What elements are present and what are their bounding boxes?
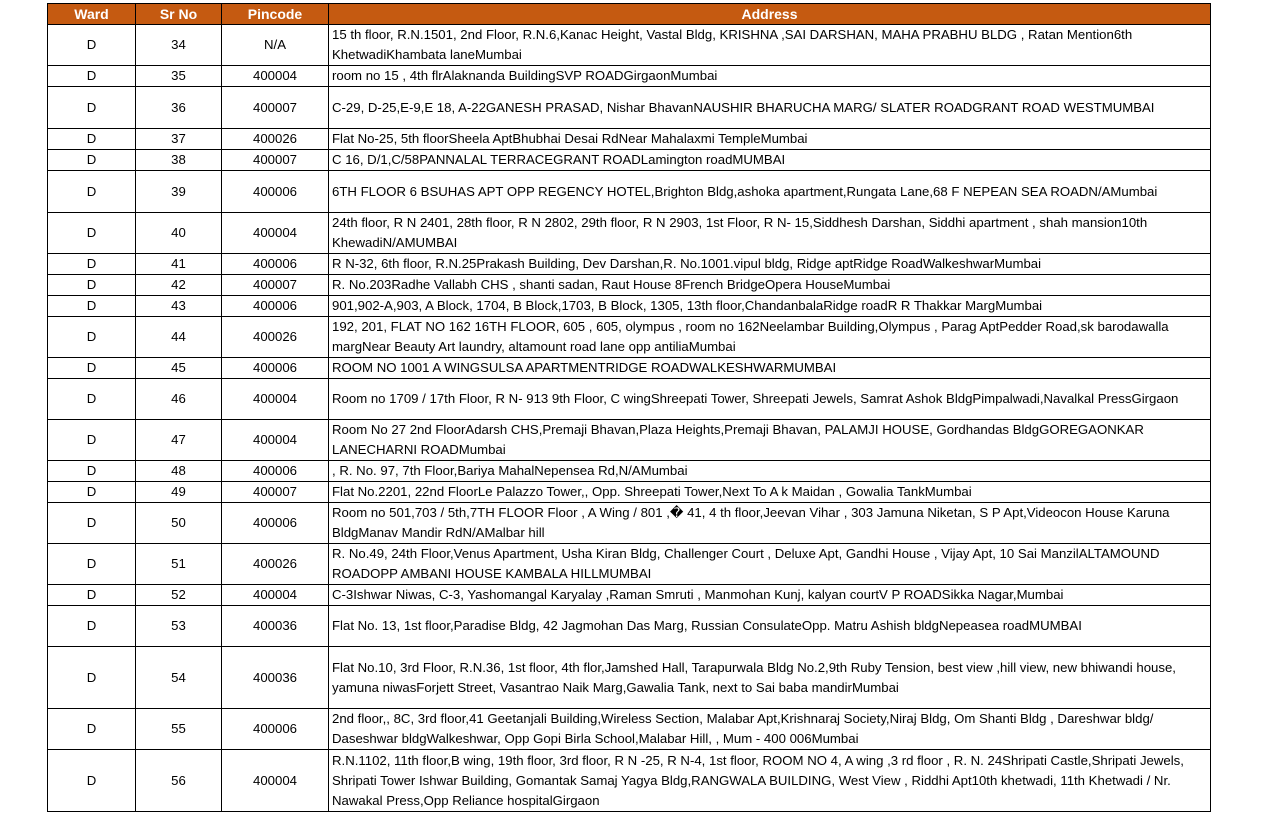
ward-cell: D [48,709,136,750]
pincode-cell: 400004 [222,585,329,606]
sr-no-cell: 41 [136,254,222,275]
table-row [48,358,1211,379]
address-cell: 6TH FLOOR 6 BSUHAS APT OPP REGENCY HOTEL,Brighton Bldg,ashoka apartment,Rungata Lane,68 F NEPEAN SEA ROADN/AMumbai [329,171,1211,213]
pincode-cell: 400004 [222,66,329,87]
table-row [48,420,1211,461]
address-cell: C-29, D-25,E-9,E 18, A-22GANESH PRASAD, Nishar BhavanNAUSHIR BHARUCHA MARG/ SLATER ROADGRANT ROAD WESTMUMBAI [329,87,1211,129]
pincode-cell: 400026 [222,129,329,150]
sr-no-cell: 43 [136,296,222,317]
ward-cell: D [48,171,136,213]
table-row [48,150,1211,171]
pincode-cell: 400006 [222,503,329,544]
sr-no-cell: 51 [136,544,222,585]
table-row [48,87,1211,129]
table-row [48,647,1211,709]
table-row [48,254,1211,275]
header-sr-no: Sr No [136,4,222,25]
pincode-cell: N/A [222,25,329,66]
pincode-cell: 400026 [222,317,329,358]
table-row [48,25,1211,66]
address-cell: Room no 501,703 / 5th,7TH FLOOR Floor , A Wing / 801 ,� 41, 4 th floor,Jeevan Vihar , 303 Jamuna Niketan, S P Apt,Videocon House Karuna BldgManav Mandir RdN/AMalbar hill [329,503,1211,544]
sr-no-cell: 44 [136,317,222,358]
table-row [48,709,1211,750]
ward-cell: D [48,606,136,647]
ward-cell: D [48,150,136,171]
address-cell: 2nd floor,, 8C, 3rd floor,41 Geetanjali Building,Wireless Section, Malabar Apt,Krishnaraj Society,Niraj Bldg, Om Shanti Bldg , Dareshwar bldg/ Daseshwar bldgWalkeshwar, Opp Gopi Birla School,Malabar Hill, , Mum - 400 006Mumbai [329,709,1211,750]
sr-no-cell: 54 [136,647,222,709]
address-table [47,3,1211,812]
sr-no-cell: 45 [136,358,222,379]
table-row [48,66,1211,87]
ward-cell: D [48,585,136,606]
pincode-cell: 400036 [222,606,329,647]
ward-cell: D [48,317,136,358]
pincode-cell: 400006 [222,461,329,482]
sr-no-cell: 42 [136,275,222,296]
sr-no-cell: 49 [136,482,222,503]
sr-no-cell: 52 [136,585,222,606]
pincode-cell: 400006 [222,171,329,213]
pincode-cell: 400004 [222,213,329,254]
table-row [48,317,1211,358]
address-cell: R. No.49, 24th Floor,Venus Apartment, Usha Kiran Bldg, Challenger Court , Deluxe Apt, Gandhi House , Vijay Apt, 10 Sai ManzilALTAMOUND ROADOPP AMBANI HOUSE KAMBALA HILLMUMBAI [329,544,1211,585]
pincode-cell: 400036 [222,647,329,709]
sr-no-cell: 50 [136,503,222,544]
ward-cell: D [48,275,136,296]
address-cell: R.N.1102, 11th floor,B wing, 19th floor, 3rd floor, R N -25, R N-4, 1st floor, ROOM NO 4, A wing ,3 rd floor , R. N. 24Shripati Castle,Shripati Jewels, Shripati Tower Ishwar Building, Gomantak Samaj Yagya Bldg,RANGWALA BUILDING, West View , Riddhi Apt10th khetwadi, 11th Khetwadi / Nr. Nawakal Press,Opp Reliance hospitalGirgaon [329,750,1211,812]
address-cell: 192, 201, FLAT NO 162 16TH FLOOR, 605 , 605, olympus , room no 162Neelambar Building,Olympus , Parag AptPedder Road,sk barodawalla margNear Beauty Art laundry, altamount road lane opp antiliaMumbai [329,317,1211,358]
header-ward: Ward [48,4,136,25]
sr-no-cell: 34 [136,25,222,66]
address-cell: room no 15 , 4th flrAlaknanda BuildingSVP ROADGirgaonMumbai [329,66,1211,87]
sr-no-cell: 47 [136,420,222,461]
address-cell: Flat No-25, 5th floorSheela AptBhubhai Desai RdNear Mahalaxmi TempleMumbai [329,129,1211,150]
pincode-cell: 400006 [222,296,329,317]
sr-no-cell: 48 [136,461,222,482]
address-cell: R. No.203Radhe Vallabh CHS , shanti sadan, Raut House 8French BridgeOpera HouseMumbai [329,275,1211,296]
ward-cell: D [48,66,136,87]
sr-no-cell: 55 [136,709,222,750]
address-cell: C 16, D/1,C/58PANNALAL TERRACEGRANT ROADLamington roadMUMBAI [329,150,1211,171]
table-row [48,275,1211,296]
table-row [48,213,1211,254]
ward-cell: D [48,482,136,503]
ward-cell: D [48,129,136,150]
sr-no-cell: 39 [136,171,222,213]
header-row [48,4,1211,25]
address-cell: , R. No. 97, 7th Floor,Bariya MahalNepensea Rd,N/AMumbai [329,461,1211,482]
ward-cell: D [48,503,136,544]
table-row [48,379,1211,420]
pincode-cell: 400007 [222,150,329,171]
address-cell: 24th floor, R N 2401, 28th floor, R N 2802, 29th floor, R N 2903, 1st Floor, R N- 15,Siddhesh Darshan, Siddhi apartment , shah mansion10th KhewadiN/AMUMBAI [329,213,1211,254]
ward-cell: D [48,750,136,812]
pincode-cell: 400007 [222,482,329,503]
sr-no-cell: 37 [136,129,222,150]
table-row [48,606,1211,647]
table-row [48,544,1211,585]
sr-no-cell: 38 [136,150,222,171]
pincode-cell: 400004 [222,379,329,420]
address-cell: Flat No. 13, 1st floor,Paradise Bldg, 42 Jagmohan Das Marg, Russian ConsulateOpp. Matru Ashish bldgNepeasea roadMUMBAI [329,606,1211,647]
address-cell: 901,902-A,903, A Block, 1704, B Block,1703, B Block, 1305, 13th floor,ChandanbalaRidge roadR R Thakkar MargMumbai [329,296,1211,317]
pincode-cell: 400006 [222,358,329,379]
table-row [48,296,1211,317]
sr-no-cell: 35 [136,66,222,87]
ward-cell: D [48,213,136,254]
sr-no-cell: 40 [136,213,222,254]
table-row [48,585,1211,606]
ward-cell: D [48,25,136,66]
ward-cell: D [48,296,136,317]
pincode-cell: 400007 [222,87,329,129]
table-row [48,129,1211,150]
pincode-cell: 400004 [222,420,329,461]
table-row [48,461,1211,482]
ward-cell: D [48,379,136,420]
address-cell: Flat No.2201, 22nd FloorLe Palazzo Tower,, Opp. Shreepati Tower,Next To A k Maidan , Gowalia TankMumbai [329,482,1211,503]
sr-no-cell: 53 [136,606,222,647]
pincode-cell: 400007 [222,275,329,296]
ward-cell: D [48,420,136,461]
header-address: Address [329,4,1211,25]
ward-cell: D [48,254,136,275]
sr-no-cell: 36 [136,87,222,129]
pincode-cell: 400006 [222,254,329,275]
sr-no-cell: 56 [136,750,222,812]
table-row [48,482,1211,503]
address-cell: Room no 1709 / 17th Floor, R N- 913 9th Floor, C wingShreepati Tower, Shreepati Jewels, Samrat Ashok BldgPimpalwadi,Navalkal PressGirgaon [329,379,1211,420]
pincode-cell: 400026 [222,544,329,585]
ward-cell: D [48,461,136,482]
header-pincode: Pincode [222,4,329,25]
ward-cell: D [48,87,136,129]
address-cell: ROOM NO 1001 A WINGSULSA APARTMENTRIDGE ROADWALKESHWARMUMBAI [329,358,1211,379]
ward-cell: D [48,544,136,585]
table-row [48,750,1211,812]
sr-no-cell: 46 [136,379,222,420]
pincode-cell: 400006 [222,709,329,750]
address-cell: Flat No.10, 3rd Floor, R.N.36, 1st floor, 4th flor,Jamshed Hall, Tarapurwala Bldg No.2,9th Ruby Tension, best view ,hill view, new bhiwandi house, yamuna niwasForjett Street, Vasantrao Naik Marg,Gawalia Tank, next to Sai baba mandirMumbai [329,647,1211,709]
address-cell: R N-32, 6th floor, R.N.25Prakash Building, Dev Darshan,R. No.1001.vipul bldg, Ridge aptRidge RoadWalkeshwarMumbai [329,254,1211,275]
address-cell: Room No 27 2nd FloorAdarsh CHS,Premaji Bhavan,Plaza Heights,Premaji Bhavan, PALAMJI HOUSE, Gordhandas BldgGOREGAONKAR LANECHARNI ROADMumbai [329,420,1211,461]
ward-cell: D [48,358,136,379]
address-cell: 15 th floor, R.N.1501, 2nd Floor, R.N.6,Kanac Height, Vastal Bldg, KRISHNA ,SAI DARSHAN, MAHA PRABHU BLDG , Ratan Mention6th KhetwadiKhambata laneMumbai [329,25,1211,66]
pincode-cell: 400004 [222,750,329,812]
table-row [48,503,1211,544]
table-row [48,171,1211,213]
ward-cell: D [48,647,136,709]
address-cell: C-3Ishwar Niwas, C-3, Yashomangal Karyalay ,Raman Smruti , Manmohan Kunj, kalyan courtV P ROADSikka Nagar,Mumbai [329,585,1211,606]
